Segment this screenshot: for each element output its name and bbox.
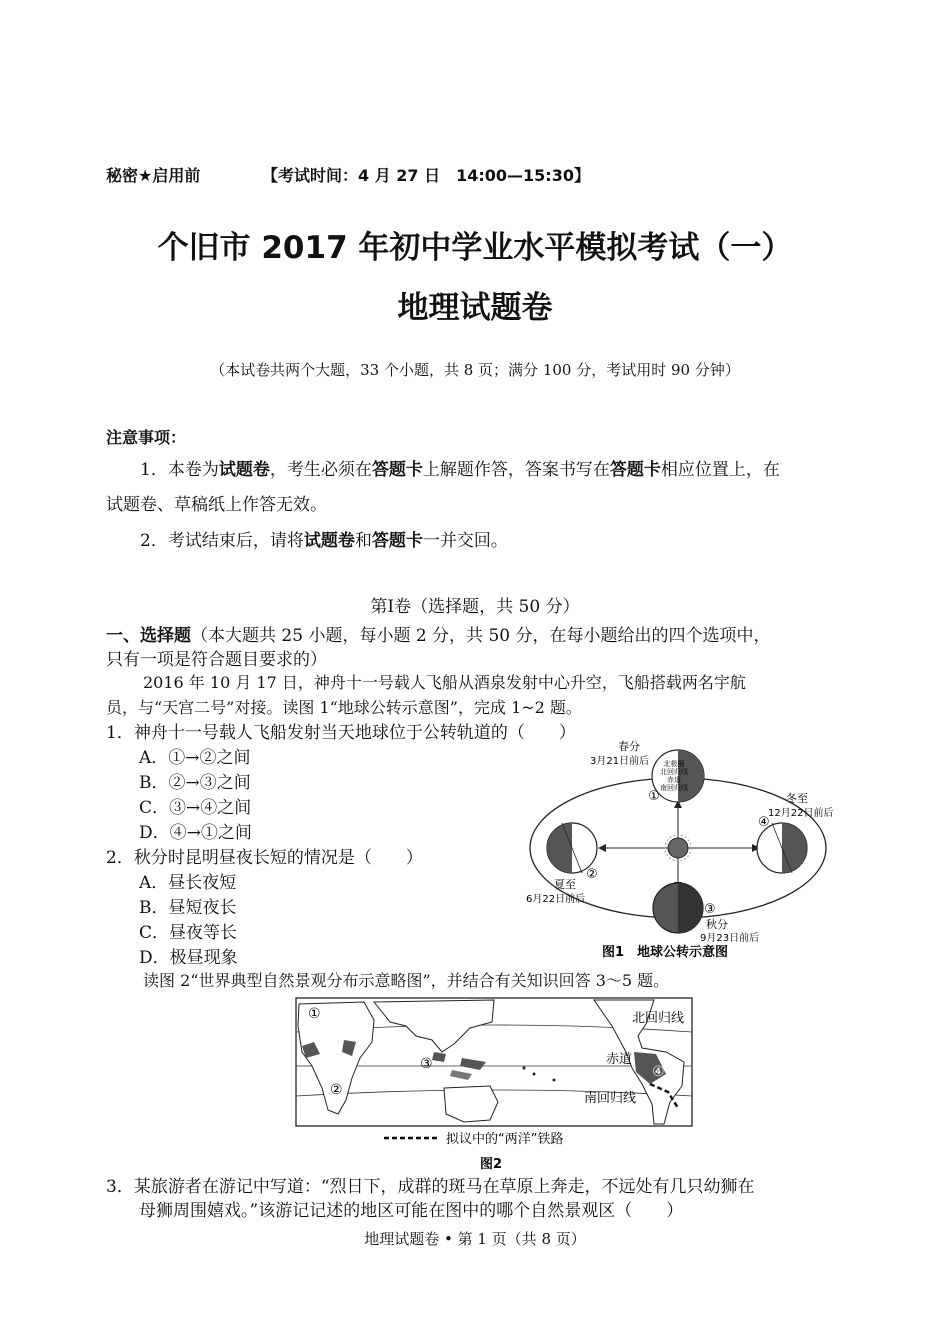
intro1: 2016 年 10 月 17 日，神舟十一号载人飞船从酒泉发射中心升空，飞船搭载两名宇航: [143, 673, 746, 692]
map-marker-1: ①: [308, 1006, 321, 1022]
q2-option[interactable]: D．极昼现象: [139, 948, 238, 968]
island-dot: [533, 1073, 536, 1076]
notice-emph: 试题卷: [218, 460, 270, 480]
label-summer-date: 6月22日前后: [526, 894, 586, 905]
intro1-cont: 员，与“天宫二号”对接。读图 1“地球公转示意图”，完成 1~2 题。: [106, 698, 582, 717]
notice-emph: 试题卷: [303, 531, 355, 551]
notice-text: 1．本卷为: [140, 460, 219, 480]
q1-option[interactable]: D．④→①之间: [139, 823, 252, 843]
figure-1-earth-revolution: [510, 738, 840, 960]
globe-summer-night: [547, 823, 572, 873]
figure-2-world-map: [294, 996, 694, 1172]
q2-option[interactable]: C．昼夜等长: [139, 923, 238, 943]
section1-label: 一、选择题: [106, 626, 191, 646]
section1-desc-cont: 只有一项是符合题目要求的）: [106, 650, 327, 670]
globe-label: 南回归线: [660, 784, 688, 792]
notice-text: 和: [354, 531, 372, 551]
notice-emph: 答题卡: [371, 460, 423, 480]
page-footer: 地理试题卷 • 第 1 页（共 8 页）: [364, 1230, 586, 1248]
label-winter: 冬至: [786, 792, 808, 805]
notice-text: 上解题作答，答案书写在: [422, 460, 610, 480]
map-marker-2: ②: [330, 1082, 343, 1098]
globe-autumn-night: [678, 883, 703, 933]
section1-desc-text: （本大题共 25 小题，每小题 2 分，共 50 分，在每小题给出的四个选项中，: [191, 626, 771, 646]
notice-emph: 答题卡: [609, 460, 661, 480]
marker-3: ③: [704, 902, 716, 917]
q1-option[interactable]: A．①→②之间: [139, 748, 251, 768]
q3-stem: 3．某旅游者在游记中写道：“烈日下，成群的斑马在草原上奔走，不远处有几只幼狮在: [106, 1177, 755, 1197]
arrow-head: [598, 844, 606, 852]
notice-emph: 答题卡: [371, 531, 423, 551]
marker-1: ①: [648, 789, 660, 804]
notice-text: 一并交回。: [422, 531, 508, 551]
exam-time: 【考试时间：4 月 27 日 14:00—15:30】: [262, 166, 590, 185]
section1-desc: [106, 621, 771, 646]
sun: [668, 838, 688, 858]
legend-railway-label: 拟议中的“两洋”铁路: [446, 1132, 564, 1147]
label-autumn-date: 9月23日前后: [700, 933, 760, 944]
globe-winter-night: [782, 823, 807, 873]
marker-2: ②: [586, 867, 598, 882]
globe-spring-night: [678, 750, 704, 802]
part1-heading: 第Ⅰ卷（选择题，共 50 分）: [370, 597, 580, 617]
label-equator: 赤道: [606, 1052, 633, 1067]
notice-item-1: [140, 455, 780, 480]
secret-label: 秘密★启用前: [106, 166, 201, 185]
marker-4: ④: [758, 815, 770, 830]
figure-1-caption: 图1 地球公转示意图: [602, 945, 729, 960]
intro2: 读图 2“世界典型自然景观分布示意略图”，并结合有关知识回答 3～5 题。: [143, 971, 670, 990]
q1-stem: 1．神舟十一号载人飞船发射当天地球位于公转轨道的（ ）: [106, 723, 576, 743]
globe-label: 北回归线: [660, 768, 688, 776]
island-dot: [523, 1067, 526, 1070]
globe-label: 北极圈: [663, 760, 685, 768]
label-summer: 夏至: [554, 878, 576, 891]
q2-option[interactable]: B．昼短夜长: [139, 898, 237, 918]
q3-stem-cont: 母狮周围嬉戏。”该游记记述的地区可能在图中的哪个自然景观区（ ）: [139, 1201, 684, 1221]
notice-text: 2．考试结束后，请将: [140, 531, 304, 551]
label-winter-date: 12月22日前后: [768, 808, 834, 819]
page-subtitle: 地理试题卷: [397, 290, 553, 326]
q2-option[interactable]: A．昼长夜短: [139, 873, 237, 893]
label-tropic-south: 南回归线: [584, 1091, 637, 1106]
globe-label: 赤道: [667, 776, 681, 784]
figure-2-caption: 图2: [480, 1157, 503, 1172]
exam-info: （本试卷共两个大题，33 个小题，共 8 页；满分 100 分，考试用时 90 分钟）: [210, 361, 740, 379]
label-spring-date: 3月21日前后: [590, 756, 650, 767]
australia: [444, 1086, 498, 1122]
q1-option[interactable]: B．②→③之间: [139, 773, 251, 793]
notice-text: ，考生必须在: [269, 460, 372, 480]
label-tropic-north: 北回归线: [632, 1011, 685, 1026]
page-title: 个旧市 2017 年初中学业水平模拟考试（一）: [157, 230, 793, 266]
notice-item-1-cont: 试题卷、草稿纸上作答无效。: [106, 495, 327, 515]
island-dot: [553, 1079, 556, 1082]
map-marker-4: ④: [652, 1064, 665, 1080]
notice-item-2: [140, 526, 508, 551]
q2-stem: 2．秋分时昆明昼夜长短的情况是（ ）: [106, 848, 423, 868]
notice-text: 相应位置上，在: [660, 460, 780, 480]
map-marker-3: ③: [420, 1056, 433, 1072]
notice-heading: 注意事项：: [106, 428, 187, 447]
label-autumn: 秋分: [706, 918, 728, 931]
q1-option[interactable]: C．③→④之间: [139, 798, 252, 818]
label-spring: 春分: [618, 740, 640, 753]
